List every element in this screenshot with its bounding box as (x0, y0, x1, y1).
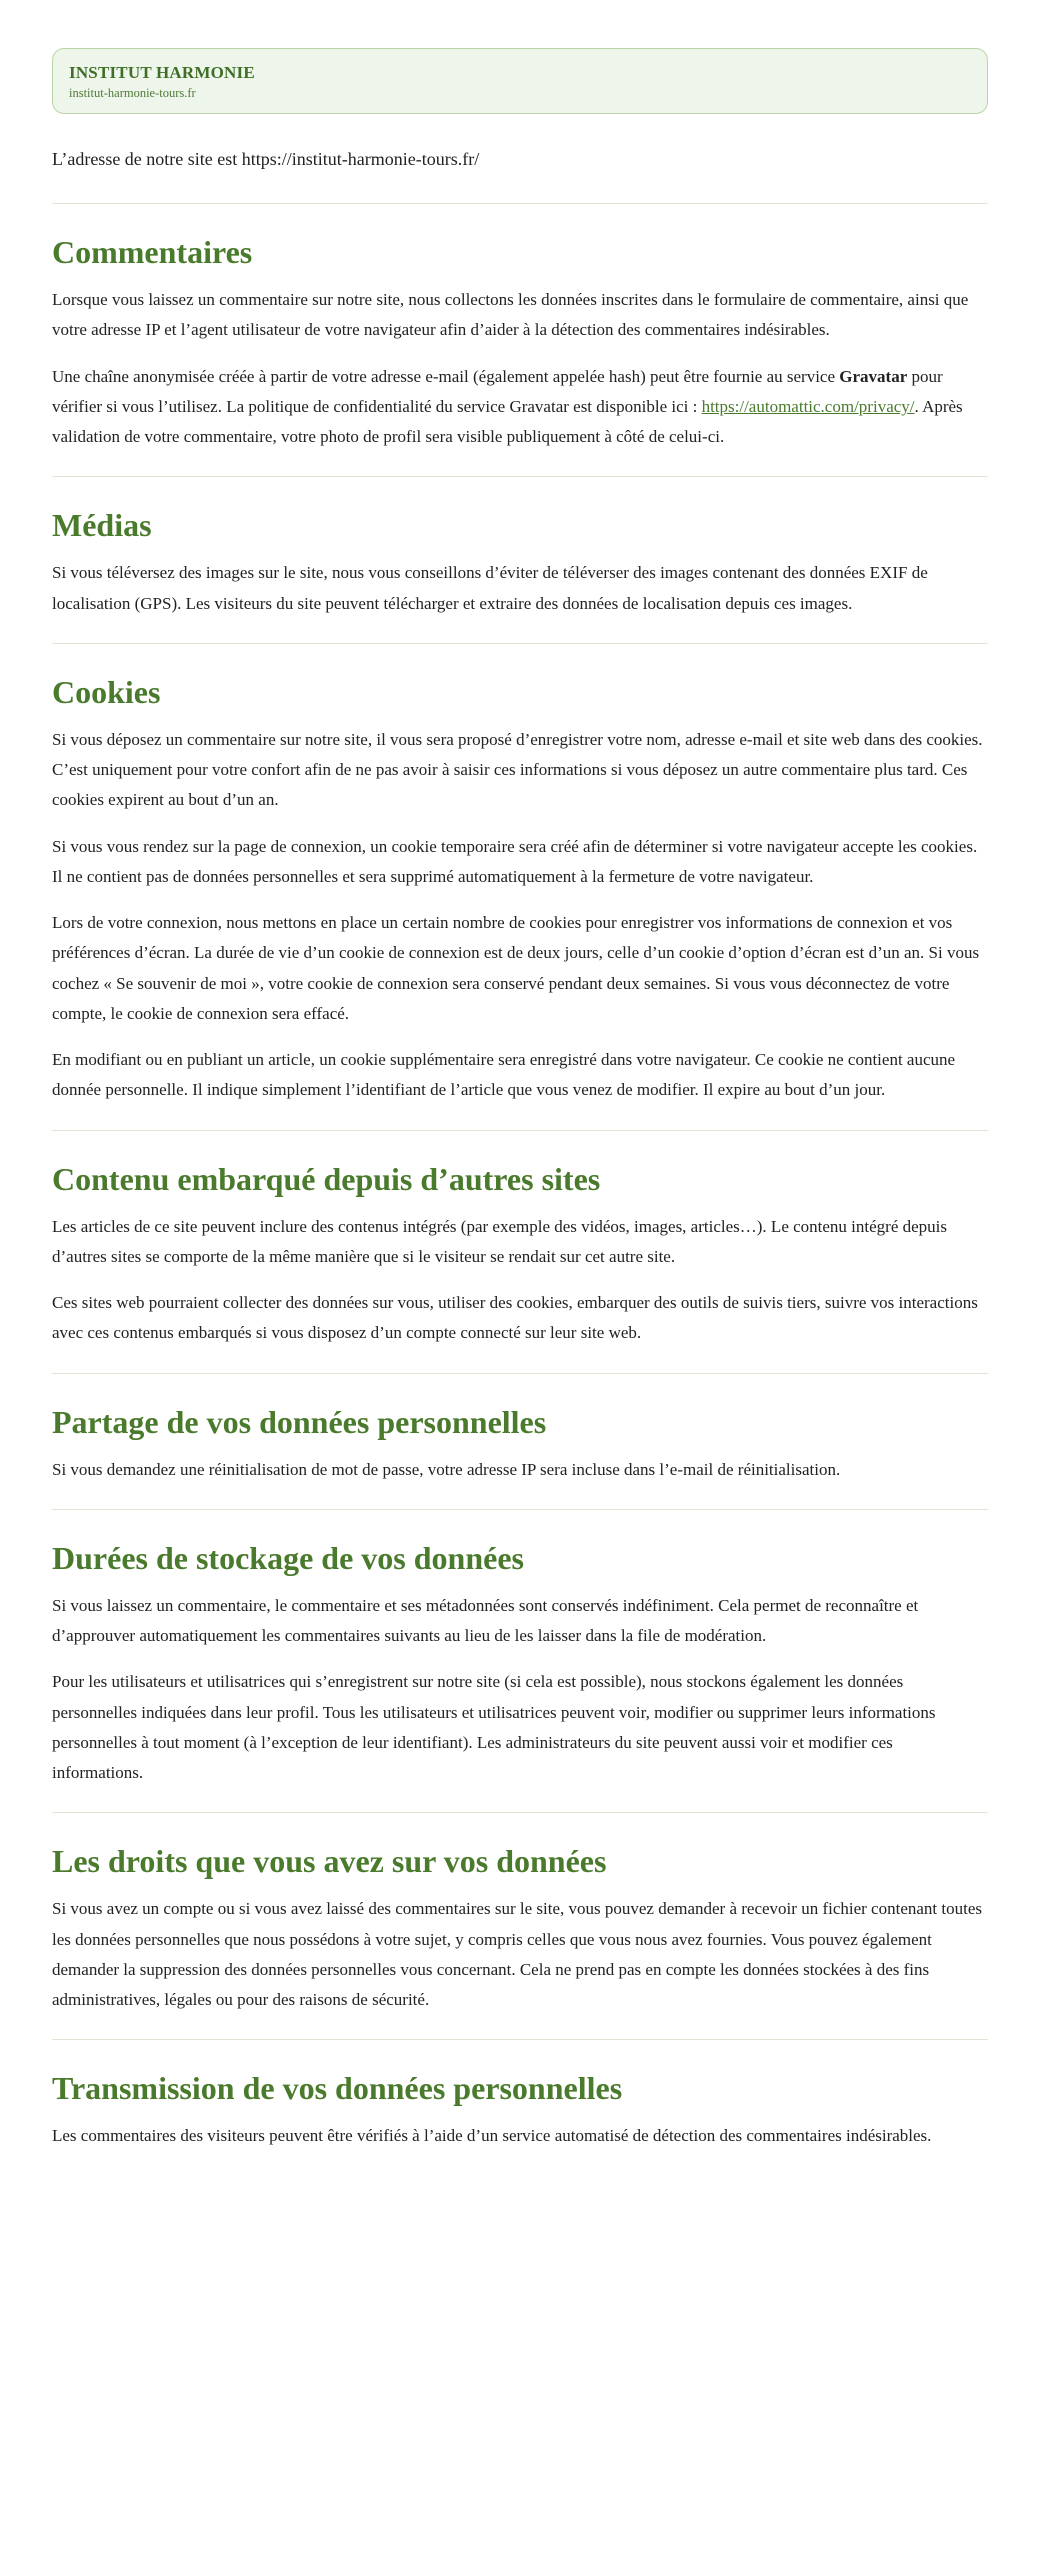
text-span: . Après validation de votre commentaire, votre photo de profil sera visible publiquement à côté de celui-ci. (52, 396, 963, 446)
section-title: Contenu embarqué depuis d’autres sites (52, 1160, 601, 1197)
section-title: Médias (52, 507, 152, 544)
paragraph: Si vous demandez une réinitialisation de mot de passe, votre adresse IP sera incluse dans l’e-mail de réinitialisation. (52, 1459, 841, 1479)
paragraph: Si vous déposez un commentaire sur notre site, il vous sera proposé d’enregistrer votre nom, adresse e-mail et site web dans des cookies. C’est uniquement pour votre confort afin de ne pas avoir à saisir ces informations si vous déposez un autre commentaire plus tard. Ces cookies expirent au bout d’un an. (52, 729, 983, 810)
paragraph: Si vous avez un compte ou si vous avez laissé des commentaires sur le site, vous pouvez demander à recevoir un fichier contenant toutes les données personnelles que nous possédons à votre sujet, y compris celles que vous nous avez fournies. Vous pouvez également demander la suppression des données personnelles vous concernant. Cela ne prend pas en compte les données stockées à des fins administratives, légales ou pour des raisons de sécurité. (52, 1899, 982, 2009)
section-embedded-content (52, 1131, 988, 1373)
section-data-sharing (52, 1374, 988, 1509)
paragraph: Lors de votre connexion, nous mettons en place un certain nombre de cookies pour enregistrer vos informations de connexion et vos préférences d’écran. La durée de vie d’un cookie de connexion est de deux jours, celle d’un cookie d’option d’écran est d’un an. Si vous cochez « Se souvenir de moi », votre cookie de connexion sera conservé pendant deux semaines. Si vous vous déconnectez de votre compte, le cookie de connexion sera effacé. (52, 913, 980, 1023)
paragraph-gravatar (52, 362, 988, 453)
paragraph: Pour les utilisateurs et utilisatrices qui s’enregistrent sur notre site (si cela est possible), nous stockons également les données personnelles indiquées dans leur profil. Tous les utilisateurs et utilisatrices peuvent voir, modifier ou supprimer leurs informations personnelles à tout moment (à l’exception de leur identifiant). Les administrateurs du site peuvent aussi voir et modifier ces informations. (52, 1672, 936, 1782)
section-title: Cookies (52, 673, 161, 710)
section-title: Durées de stockage de vos données (52, 1539, 524, 1576)
paragraph: Ces sites web pourraient collecter des données sur vous, utiliser des cookies, embarquer des outils de suivis tiers, suivre vos interactions avec ces contenus embarqués si vous disposez d’un compte connecté sur leur site web. (52, 1293, 978, 1343)
gravatar-bold: Gravatar (839, 366, 908, 386)
section-title: Les droits que vous avez sur vos données (52, 1843, 607, 1880)
paragraph: En modifiant ou en publiant un article, un cookie supplémentaire sera enregistré dans votre navigateur. Ce cookie ne contient aucune donnée personnelle. Il indique simplement l’identifiant de l’article que vous venez de modifier. Il expire au bout d’un jour. (52, 1050, 956, 1100)
brand-url: institut-harmonie-tours.fr (69, 86, 196, 100)
section-cookies (52, 644, 988, 1130)
paragraph: Si vous laissez un commentaire, le commentaire et ses métadonnées sont conservés indéfiniment. Cela permet de reconnaître et d’approuver automatiquement les commentaires suivants au lieu de les laisser dans la file de modération. (52, 1595, 919, 1645)
section-data-transmission (52, 2040, 988, 2175)
brand-name[interactable]: INSTITUT HARMONIE (69, 63, 255, 82)
paragraph: Si vous téléversez des images sur le site, nous vous conseillons d’éviter de téléverser des images contenant des données EXIF de localisation (GPS). Les visiteurs du site peuvent télécharger et extraire des données de localisation depuis ces images. (52, 563, 928, 613)
section-user-rights (52, 1813, 988, 2039)
section-commentaires (52, 204, 988, 476)
paragraph: Les commentaires des visiteurs peuvent être vérifiés à l’aide d’un service automatisé de détection des commentaires indésirables. (52, 2126, 932, 2146)
text-span: pour vérifier si vous l’utilisez. La politique de confidentialité du service Gravatar est disponible ici : (52, 366, 943, 416)
paragraph: Lorsque vous laissez un commentaire sur notre site, nous collectons les données inscrites dans le formulaire de commentaire, ainsi que votre adresse IP et l’agent utilisateur de votre navigateur afin d’aider à la détection des commentaires indésirables. (52, 290, 969, 340)
site-address-intro: L’adresse de notre site est https://institut-harmonie-tours.fr/ (52, 149, 480, 169)
site-header (52, 48, 988, 114)
text-span: Une chaîne anonymisée créée à partir de votre adresse e-mail (également appelée hash) peut être fournie au service (52, 366, 840, 386)
section-data-retention (52, 1510, 988, 1813)
section-title: Partage de vos données personnelles (52, 1403, 547, 1440)
section-medias (52, 477, 988, 643)
paragraph: Les articles de ce site peuvent inclure des contenus intégrés (par exemple des vidéos, images, articles…). Le contenu intégré depuis d’autres sites se comporte de la même manière que si le visiteur se rendait sur cet autre site. (52, 1216, 948, 1266)
section-title: Commentaires (52, 234, 253, 270)
paragraph: Si vous vous rendez sur la page de connexion, un cookie temporaire sera créé afin de déterminer si votre navigateur accepte les cookies. Il ne contient pas de données personnelles et sera supprimé automatiquement à la fermeture de votre navigateur. (52, 836, 978, 886)
privacy-policy-link[interactable]: https://automattic.com/privacy/ (701, 396, 915, 416)
section-title: Transmission de vos données personnelles (52, 2070, 623, 2107)
